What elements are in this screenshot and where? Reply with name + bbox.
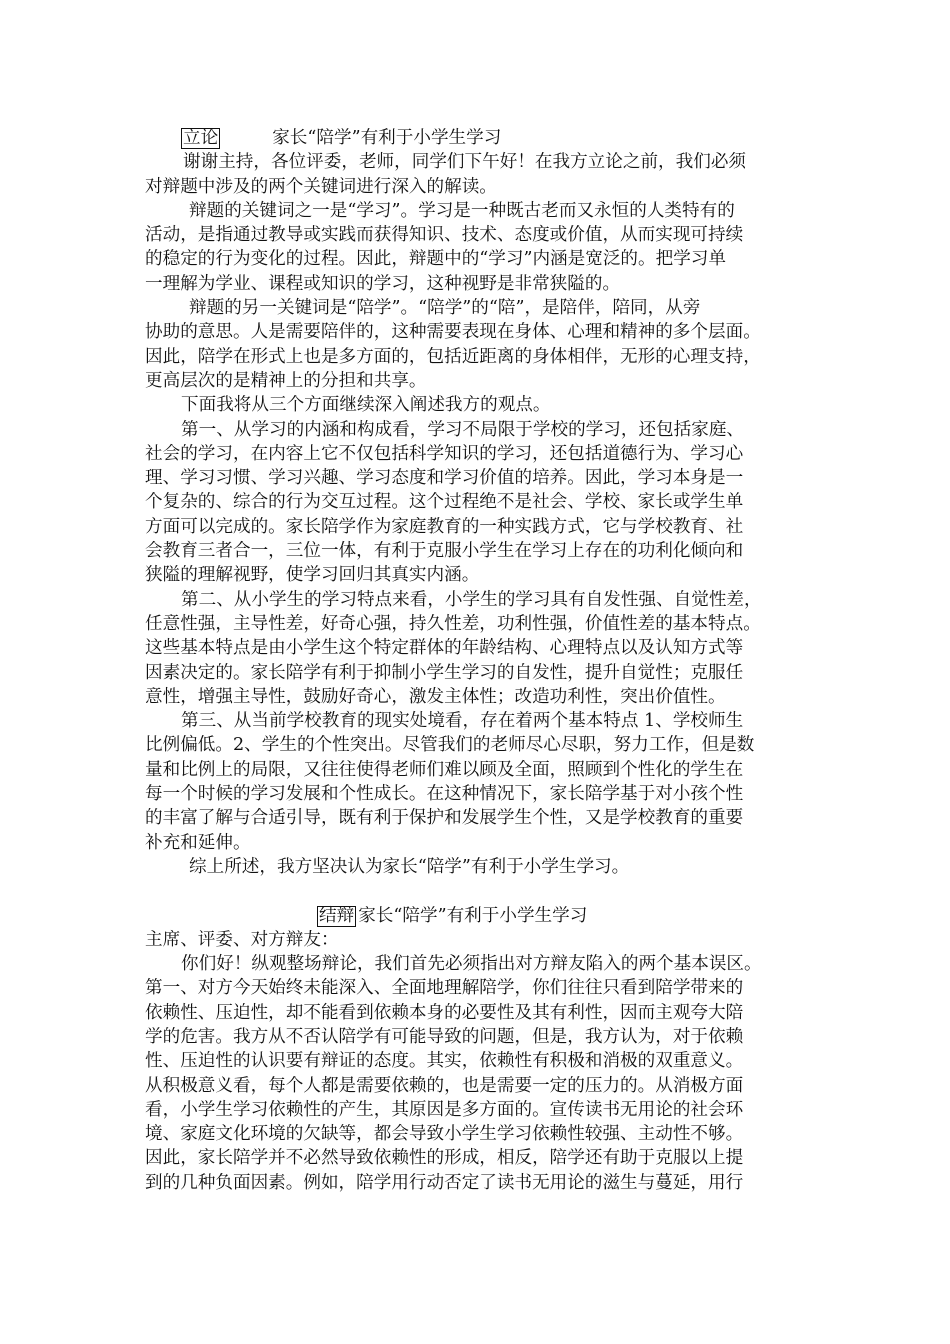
paragraph-line: 补充和延伸。 — [145, 832, 251, 853]
document-page — [145, 126, 810, 1195]
paragraph-line: 理、学习习惯、学习兴趣、学习态度和学习价值的培养。因此，学习本身是一 — [145, 468, 744, 489]
paragraph-line: 狭隘的理解视野，使学习回归其真实内涵。 — [145, 565, 480, 586]
paragraph-line: 第二、从小学生的学习特点来看，小学生的学习具有自发性强、自觉性差， — [181, 589, 762, 610]
paragraph-line: 更高层次的是精神上的分担和共享。 — [145, 370, 427, 391]
section-gap — [145, 879, 810, 903]
paragraph-line: 主席、评委、对方辩友： — [145, 929, 339, 950]
paragraph-line: 谢谢主持，各位评委，老师，同学们下午好！在我方立论之前，我们必须 — [183, 152, 747, 173]
paragraph-line: 因此，家长陪学并不必然导致依赖性的形成，相反，陪学还有助于克服以上提 — [145, 1148, 744, 1169]
paragraph-line: 会教育三者合一，三位一体，有利于克服小学生在学习上存在的功利化倾向和 — [145, 541, 744, 562]
paragraph-line: 第三、从当前学校教育的现实处境看，存在着两个基本特点 1、学校师生 — [181, 711, 744, 732]
paragraph-line: 意性，增强主导性，鼓励好奇心，激发主体性；改造功利性，突出价值性。 — [145, 686, 726, 707]
section-title-text: 家长“陪学”有利于小学生学习 — [358, 905, 588, 926]
paragraph-line: 你们好！纵观整场辩论，我们首先必须指出对方辩友陷入的两个基本误区。 — [181, 954, 762, 975]
section-title-lilun — [145, 126, 810, 150]
paragraph-line: 社会的学习，在内容上它不仅包括科学知识的学习，还包括道德行为、学习心 — [145, 443, 744, 464]
paragraph-line: 到的几种负面因素。例如，陪学用行动否定了读书无用论的滋生与蔓延，用行 — [145, 1172, 744, 1193]
paragraph-line: 第一、从学习的内涵和构成看，学习不局限于学校的学习，还包括家庭、 — [181, 419, 745, 440]
paragraph-line: 这些基本特点是由小学生这个特定群体的年龄结构、心理特点以及认知方式等 — [145, 638, 744, 659]
paragraph-line: 因此，陪学在形式上也是多方面的，包括近距离的身体相伴，无形的心理支持， — [145, 346, 761, 367]
paragraph-line: 看，小学生学习依赖性的产生，其原因是多方面的。宣传读书无用论的社会环 — [145, 1099, 744, 1120]
paragraph-line: 对辩题中涉及的两个关键词进行深入的解读。 — [145, 176, 497, 197]
paragraph-line: 方面可以完成的。家长陪学作为家庭教育的一种实践方式，它与学校教育、社 — [145, 516, 744, 537]
paragraph-line: 任意性强，主导性差，好奇心强，持久性差，功利性强，价值性差的基本特点。 — [145, 613, 761, 634]
section-tag-jiebian: 结辩 — [319, 905, 355, 926]
paragraph-line: 协助的意思。人是需要陪伴的，这种需要表现在身体、心理和精神的多个层面。 — [145, 322, 761, 343]
paragraph-line: 比例偏低。2、学生的个性突出。尽管我们的老师尽心尽职，努力工作，但是数 — [145, 735, 755, 756]
section-tag-lilun: 立论 — [183, 128, 219, 148]
paragraph-line: 活动，是指通过教导或实践而获得知识、技术、态度或价值，从而实现可持续 — [145, 225, 744, 246]
paragraph-line: 个复杂的、综合的行为交互过程。这个过程绝不是社会、学校、家长或学生单 — [145, 492, 744, 513]
paragraph-line: 的丰富了解与合适引导，既有利于保护和发展学生个性，又是学校教育的重要 — [145, 808, 744, 829]
paragraph-line: 第一、对方今天始终未能深入、全面地理解陪学，你们往往只看到陪学带来的 — [145, 978, 744, 999]
paragraph-line: 每一个时候的学习发展和个性成长。在这种情况下，家长陪学基于对小孩个性 — [145, 784, 744, 805]
paragraph-line: 一理解为学业、课程或知识的学习，这种视野是非常狭隘的。 — [145, 273, 621, 294]
paragraph-line: 辩题的另一关键词是“陪学”。“陪学”的“陪”，是陪伴，陪同，从旁 — [189, 298, 701, 319]
paragraph-line: 量和比例上的局限，又往往使得老师们难以顾及全面，照顾到个性化的学生在 — [145, 759, 744, 780]
paragraph-line: 学的危害。我方从不否认陪学有可能导致的问题，但是，我方认为，对于依赖 — [145, 1026, 744, 1047]
paragraph-line: 依赖性、压迫性，却不能看到依赖本身的必要性及其有利性，因而主观夸大陪 — [145, 1002, 744, 1023]
paragraph-line: 综上所述，我方坚决认为家长“陪学”有利于小学生学习。 — [189, 856, 630, 877]
paragraph-line: 从积极意义看，每个人都是需要依赖的，也是需要一定的压力的。从消极方面 — [145, 1075, 744, 1096]
paragraph-line: 因素决定的。家长陪学有利于抑制小学生学习的自发性，提升自觉性；克服任 — [145, 662, 744, 683]
paragraph-line: 下面我将从三个方面继续深入阐述我方的观点。 — [181, 395, 551, 416]
paragraph-line: 辩题的关键词之一是“学习”。学习是一种既古老而又永恒的人类特有的 — [189, 200, 735, 221]
paragraph-line: 的稳定的行为变化的过程。因此，辩题中的“学习”内涵是宽泛的。把学习单 — [145, 249, 726, 270]
paragraph-line: 境、家庭文化环境的欠缺等，都会导致小学生学习依赖性较强、主动性不够。 — [145, 1124, 744, 1145]
section-title-jiebian — [145, 904, 810, 928]
section-title-text: 家长“陪学”有利于小学生学习 — [272, 128, 502, 148]
paragraph-line: 性、压迫性的认识要有辩证的态度。其实，依赖性有积极和消极的双重意义。 — [145, 1051, 744, 1072]
